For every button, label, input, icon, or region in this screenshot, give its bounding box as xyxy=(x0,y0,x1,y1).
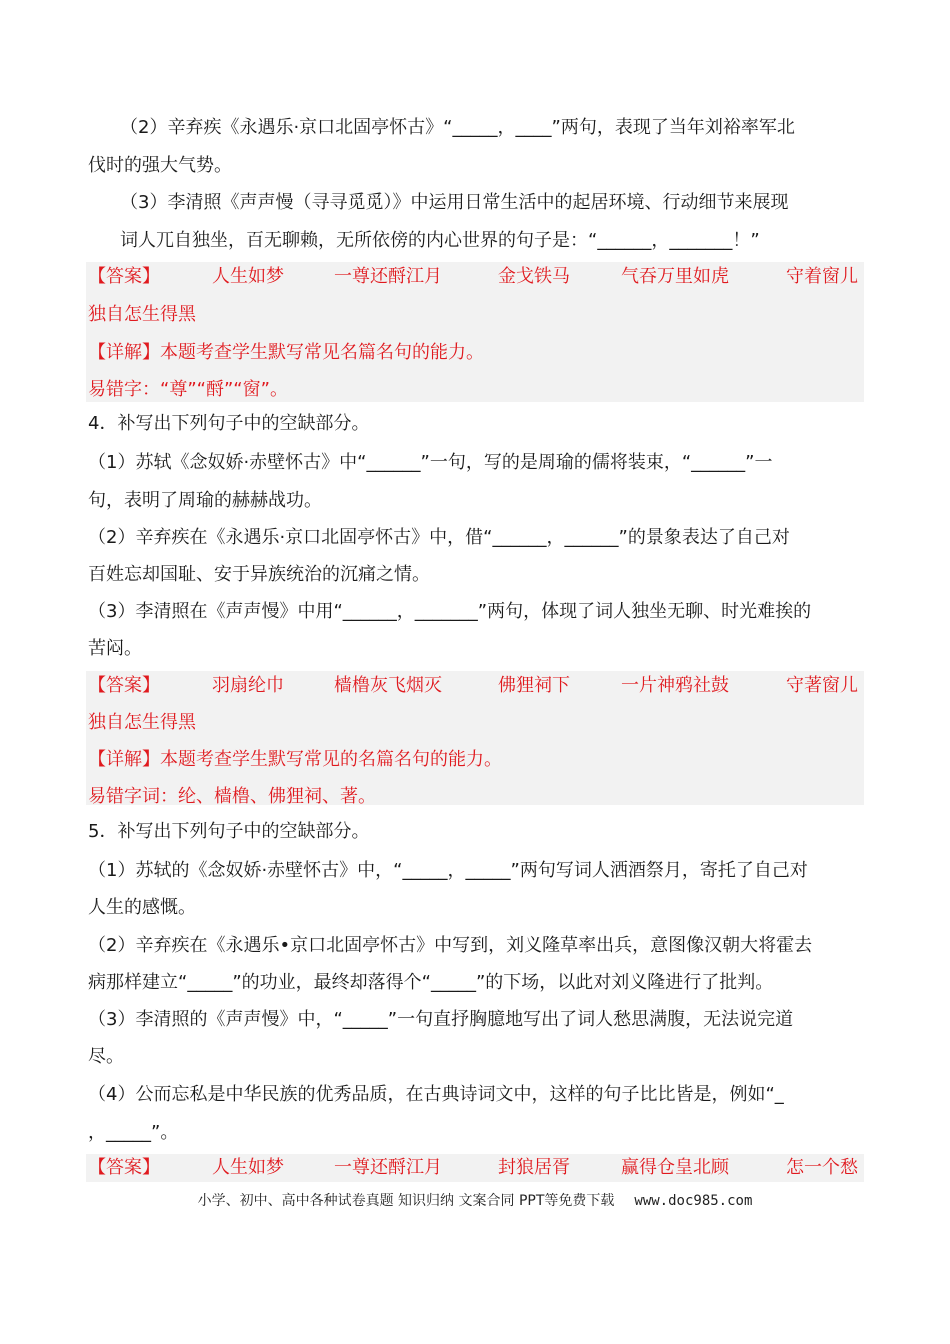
answer-error-chars: 易错字：“尊”“酹”“窗”。 xyxy=(88,379,288,400)
footer-url[interactable]: www.doc985.com xyxy=(634,1193,753,1209)
answer-error-chars: 易错字词：纶、樯橹、佛狸祠、著。 xyxy=(88,786,376,807)
answer-item: 羽扇纶巾 xyxy=(212,675,284,696)
q5-part3-line2: 尽。 xyxy=(88,1046,124,1067)
q5-part3-line1: （3）李清照的《声声慢》中，“_____”一句直抒胸臆地写出了词人愁思满腹，无法说完道 xyxy=(88,1009,794,1030)
q4-part3-line1: （3）李清照在《声声慢》中用“______，_______”两句，体现了词人独坐无聊、时光难挨的 xyxy=(88,601,812,622)
answer-item: 封狼居胥 xyxy=(498,1157,570,1178)
answer-item: 赢得仓皇北顾 xyxy=(621,1157,729,1178)
q4-part2-line1: （2）辛弃疾在《永遇乐·京口北固亭怀古》中，借“______，______”的景象表达了自己对 xyxy=(88,527,790,548)
answer-block-5 xyxy=(86,1154,864,1182)
q5-part4-line1: （4）公而忘私是中华民族的优秀品质，在古典诗词文中，这样的句子比比皆是，例如“_ xyxy=(88,1084,784,1105)
q3-part3-line1: （3）李清照《声声慢（寻寻觅觅）》中运用日常生活中的起居环境、行动细节来展现 xyxy=(120,192,789,213)
q5-part1-line2: 人生的感慨。 xyxy=(88,897,196,918)
answer-detail: 【详解】本题考查学生默写常见名篇名句的能力。 xyxy=(88,342,484,363)
answer-item: 佛狸祠下 xyxy=(498,675,570,696)
answer-item: 人生如梦 xyxy=(212,266,284,287)
answer-item: 守著窗儿 xyxy=(786,675,858,696)
answer-item: 守着窗儿 xyxy=(786,266,858,287)
answer-item: 一片神鸦社鼓 xyxy=(621,675,729,696)
answer-tag: 【答案】 xyxy=(88,266,160,287)
q4-part1-line1: （1）苏轼《念奴娇·赤壁怀古》中“______”一句，写的是周瑜的儒将装束，“______”一 xyxy=(88,452,773,473)
q4-part2-line2: 百姓忘却国耻、安于异族统治的沉痛之情。 xyxy=(88,564,430,585)
answer-tag: 【答案】 xyxy=(88,1157,160,1178)
q5-title: 5．补写出下列句子中的空缺部分。 xyxy=(88,821,370,842)
q5-part4-line2: ，_____”。 xyxy=(88,1122,179,1143)
answer-item: 气吞万里如虎 xyxy=(621,266,729,287)
q4-part1-line2: 句，表明了周瑜的赫赫战功。 xyxy=(88,490,322,511)
answer-item: 人生如梦 xyxy=(212,1157,284,1178)
answer-line2: 独自怎生得黑 xyxy=(88,712,196,733)
q5-part2-line2: 病那样建立“_____”的功业，最终却落得个“_____”的下场，以此对刘义隆进行了批判。 xyxy=(88,972,774,993)
answer-item: 一尊还酹江月 xyxy=(334,266,442,287)
answer-item: 怎一个愁 xyxy=(786,1157,858,1178)
q3-part3-line2: 词人兀自独坐，百无聊赖，无所依傍的内心世界的句子是：“______，_______！” xyxy=(120,230,760,251)
answer-item: 一尊还酹江月 xyxy=(334,1157,442,1178)
answer-detail: 【详解】本题考查学生默写常见的名篇名句的能力。 xyxy=(88,749,502,770)
q3-part2-line1: （2）辛弃疾《永遇乐·京口北固亭怀古》“_____，____”两句，表现了当年刘裕率军北 xyxy=(120,117,795,138)
answer-item: 樯橹灰飞烟灭 xyxy=(334,675,442,696)
q4-title: 4．补写出下列句子中的空缺部分。 xyxy=(88,413,370,434)
answer-tag: 【答案】 xyxy=(88,675,160,696)
answer-line2: 独自怎生得黑 xyxy=(88,304,196,325)
footer-text: 小学、初中、高中各种试卷真题 知识归纳 文案合同 PPT等免费下载 xyxy=(197,1193,615,1209)
answer-item: 金戈铁马 xyxy=(498,266,570,287)
q5-part2-line1: （2）辛弃疾在《永遇乐•京口北固亭怀古》中写到，刘义隆草率出兵，意图像汉朝大将霍去 xyxy=(88,935,813,956)
q4-part3-line2: 苦闷。 xyxy=(88,638,142,659)
q3-part2-line2: 伐时的强大气势。 xyxy=(88,155,232,176)
page-footer xyxy=(0,1192,950,1210)
q5-part1-line1: （1）苏轼的《念奴娇·赤壁怀古》中，“_____，_____”两句写词人洒酒祭月，寄托了自己对 xyxy=(88,860,808,881)
